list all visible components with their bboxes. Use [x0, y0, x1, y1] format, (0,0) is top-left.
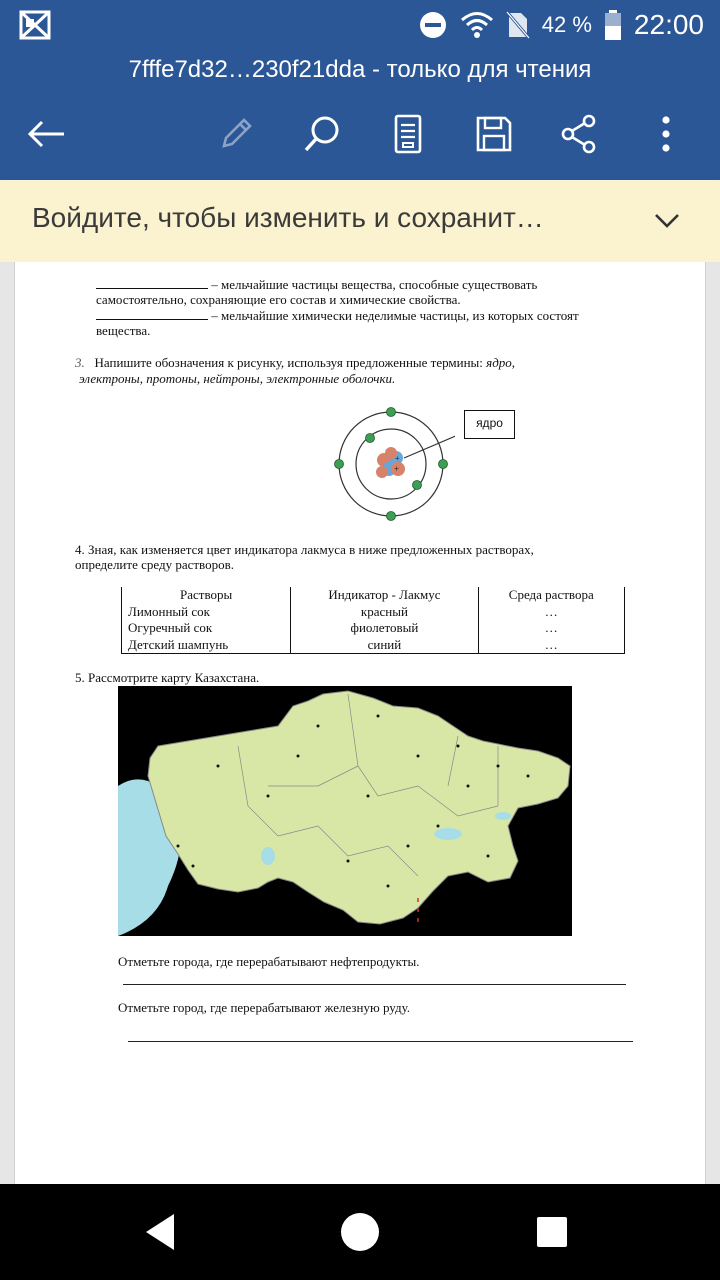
reading-view-button[interactable] [380, 106, 436, 162]
battery-icon [604, 10, 622, 40]
task-oil-refining: Отметьте города, где перерабатывают нефтепродукты. [118, 954, 420, 969]
do-not-disturb-icon [418, 10, 448, 40]
kazakhstan-map [118, 686, 572, 936]
question-3-number: 3. [75, 355, 85, 370]
definition-1 [96, 277, 537, 293]
definition-2 [96, 308, 579, 324]
table-cell: … [478, 604, 624, 621]
back-button[interactable] [18, 106, 74, 162]
definition-2-cont: вещества. [96, 323, 151, 338]
table-row [122, 604, 625, 621]
table-cell: Детский шампунь [122, 637, 291, 654]
sign-in-banner-text: Войдите, чтобы изменить и сохранит… [32, 202, 544, 233]
nav-home-button[interactable] [334, 1206, 386, 1258]
status-icons [418, 8, 704, 42]
nav-back-button[interactable] [134, 1206, 186, 1258]
chevron-down-icon[interactable] [652, 206, 682, 236]
sign-in-banner[interactable] [0, 180, 720, 262]
search-icon [302, 114, 342, 154]
battery-percent: 42 % [541, 12, 592, 37]
nav-recents-icon [535, 1215, 569, 1249]
nav-recents-button[interactable] [526, 1206, 578, 1258]
table-row [122, 637, 625, 654]
question-3-terms-b: электроны, протоны, нейтроны, электронные оболочки. [79, 371, 396, 386]
answer-line [123, 984, 626, 985]
atom-diagram [329, 402, 455, 524]
table-cell: … [478, 637, 624, 654]
question-3-text: Напишите обозначения к рисунку, используя предложенные термины: [94, 355, 487, 370]
notification-app-icon [18, 9, 52, 41]
more-vert-icon [661, 115, 671, 153]
nav-home-icon [339, 1211, 381, 1253]
table-header: Индикатор - Лакмус [291, 587, 478, 604]
document-page [14, 262, 706, 1184]
table-cell: Огуречный сок [122, 620, 291, 637]
table-cell: … [478, 620, 624, 637]
nucleus [376, 447, 405, 478]
share-icon [560, 114, 598, 154]
table-cell: фиолетовый [291, 620, 478, 637]
toolbar [0, 96, 720, 172]
definition-1-cont: самостоятельно, сохраняющие его состав и химические свойства. [96, 292, 461, 307]
table-row [122, 620, 625, 637]
share-button[interactable] [551, 106, 607, 162]
save-button[interactable] [466, 106, 522, 162]
status-bar [0, 0, 720, 50]
app-bar [0, 0, 720, 180]
search-button[interactable] [294, 106, 350, 162]
definition-1-text: – мельчайшие частицы вещества, способные существовать [208, 277, 538, 292]
question-3 [75, 355, 515, 371]
edit-button[interactable] [208, 106, 264, 162]
question-5: 5. Рассмотрите карту Казахстана. [75, 670, 260, 685]
wifi-icon [460, 11, 494, 39]
answer-line [128, 1041, 633, 1042]
question-3-terms-a: ядро, [486, 355, 516, 370]
table-cell: синий [291, 637, 478, 654]
table-header-row [122, 587, 625, 604]
nav-back-icon [140, 1211, 180, 1253]
svg-text:+: + [394, 464, 400, 474]
litmus-table [121, 587, 625, 654]
answer-blank [96, 278, 208, 289]
task-iron-ore: Отметьте город, где перерабатывают железную руду. [118, 1000, 411, 1015]
atom-label-box: ядро [464, 410, 515, 439]
document-viewport[interactable] [0, 262, 720, 1184]
save-icon [475, 115, 513, 153]
table-cell: Лимонный сок [122, 604, 291, 621]
table-header: Растворы [122, 587, 291, 604]
navigation-bar [0, 1184, 720, 1280]
more-options-button[interactable] [638, 106, 694, 162]
back-arrow-icon [26, 119, 66, 149]
question-4-line-1: 4. Зная, как изменяется цвет индикатора лакмуса в ниже предложенных растворах, [75, 542, 534, 557]
pencil-icon [216, 114, 256, 154]
question-4-line-2: определите среду растворов. [75, 557, 234, 572]
reading-view-icon [393, 114, 423, 154]
no-sim-icon [506, 10, 530, 40]
definition-2-text: – мельчайшие химически неделимые частицы, из которых состоят [208, 308, 579, 323]
table-header: Среда раствора [478, 587, 624, 604]
document-title: 7fffe7d32…230f21dda - только для чтения [128, 56, 592, 83]
answer-blank [96, 309, 208, 320]
clock: 22:00 [633, 9, 704, 40]
svg-text:+: + [395, 454, 400, 463]
table-cell: красный [291, 604, 478, 621]
